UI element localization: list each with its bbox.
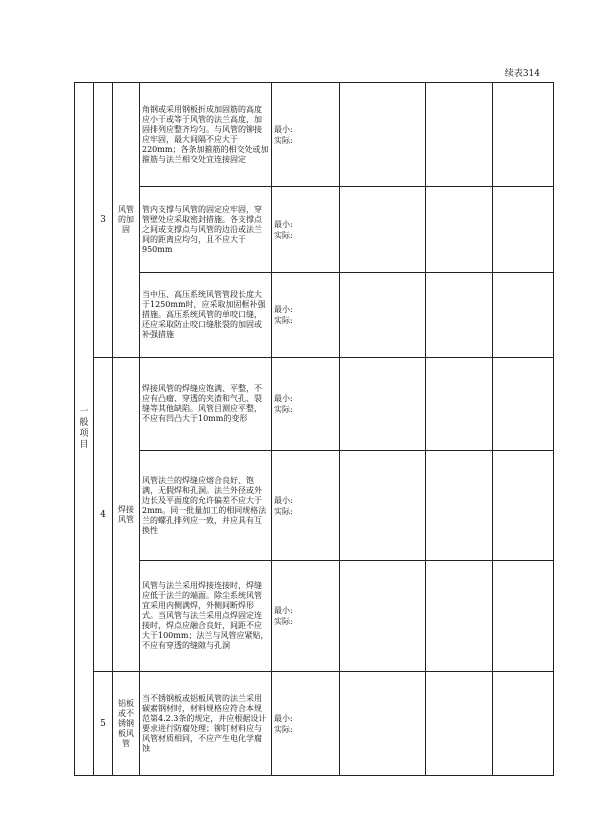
measure-cell: 最小: 实际: xyxy=(272,273,340,358)
page-label: 续表314 xyxy=(504,69,540,79)
item-description: 当中压、高压系统风管管段长度大于1250mm时，应采取加固框补强措施。高压系统风管的单咬口缝，还应采取防止咬口缝胀裂的加固或补强措施 xyxy=(140,273,272,358)
group-number: 5 xyxy=(94,672,113,776)
group-name: 焊接风管 xyxy=(113,358,140,672)
measure-cell: 最小: 实际: xyxy=(272,561,340,672)
group-name: 风管的加固 xyxy=(113,83,140,358)
blank-cell xyxy=(340,561,426,672)
blank-cell xyxy=(426,561,493,672)
blank-cell xyxy=(340,187,426,273)
item-description: 风管法兰的焊缝应熔合良好、饱满，无假焊和孔洞。法兰外径或外边长及平面度的允许偏差不应大于2mm。同一批量加工的相同规格法兰的螺孔排列应一致，并应具有互换性 xyxy=(140,451,272,561)
blank-cell xyxy=(426,187,493,273)
inspection-table xyxy=(74,82,554,776)
blank-cell xyxy=(426,273,493,358)
blank-cell xyxy=(426,358,493,451)
blank-cell xyxy=(493,672,554,776)
blank-cell xyxy=(493,83,554,187)
item-description: 管内支撑与风管的固定应牢固，穿管壁处应采取密封措施。各支撑点之间或支撑点与风管的边沿或法兰间的距离应均匀，且不应大于950mm xyxy=(140,187,272,273)
item-description: 当不锈钢板或铝板风管的法兰采用碳素钢材时，材料规格应符合本规范第4.2.3条的规定，并应根据设计要求进行防腐处理；铆钉材料应与风管材质相同，不应产生电化学腐蚀 xyxy=(140,672,272,776)
measure-cell: 最小: 实际: xyxy=(272,83,340,187)
item-description: 风管与法兰采用焊接连接时，焊缝应低于法兰的端面。除尘系统风管宜采用内侧满焊，外侧间断焊形式。当风管与法兰采用点焊固定连接时，焊点应融合良好，间距不应大于100mm；法兰与风管应紧贴，不应有穿透的缝隙与孔洞 xyxy=(140,561,272,672)
blank-cell xyxy=(340,451,426,561)
group-number: 3 xyxy=(94,83,113,358)
category-cell: 一般项目 xyxy=(75,83,94,776)
item-description: 角钢或采用钢板折成加固筋的高度应小于或等于风管的法兰高度，加固排列应整齐均匀。与风管的铆接应牢固，最大间隔不应大于220mm；各条加箍筋的相交处或加箍筋与法兰相交处宜连接固定 xyxy=(140,83,272,187)
blank-cell xyxy=(493,358,554,451)
measure-cell: 最小: 实际: xyxy=(272,187,340,273)
blank-cell xyxy=(493,273,554,358)
blank-cell xyxy=(493,451,554,561)
blank-cell xyxy=(426,451,493,561)
blank-cell xyxy=(426,672,493,776)
group-number: 4 xyxy=(94,358,113,672)
blank-cell xyxy=(340,83,426,187)
blank-cell xyxy=(493,187,554,273)
blank-cell xyxy=(340,358,426,451)
blank-cell xyxy=(340,273,426,358)
measure-cell: 最小: 实际: xyxy=(272,358,340,451)
blank-cell xyxy=(426,83,493,187)
measure-cell: 最小: 实际: xyxy=(272,451,340,561)
blank-cell xyxy=(493,561,554,672)
blank-cell xyxy=(340,672,426,776)
item-description: 焊接风管的焊缝应饱满、平整，不应有凸瘤、穿透的夹渣和气孔、裂缝等其他缺陷。风管目测应平整，不应有凹凸大于10mm的变形 xyxy=(140,358,272,451)
measure-cell: 最小: 实际: xyxy=(272,672,340,776)
group-name: 铝板或不锈钢板风管 xyxy=(113,672,140,776)
